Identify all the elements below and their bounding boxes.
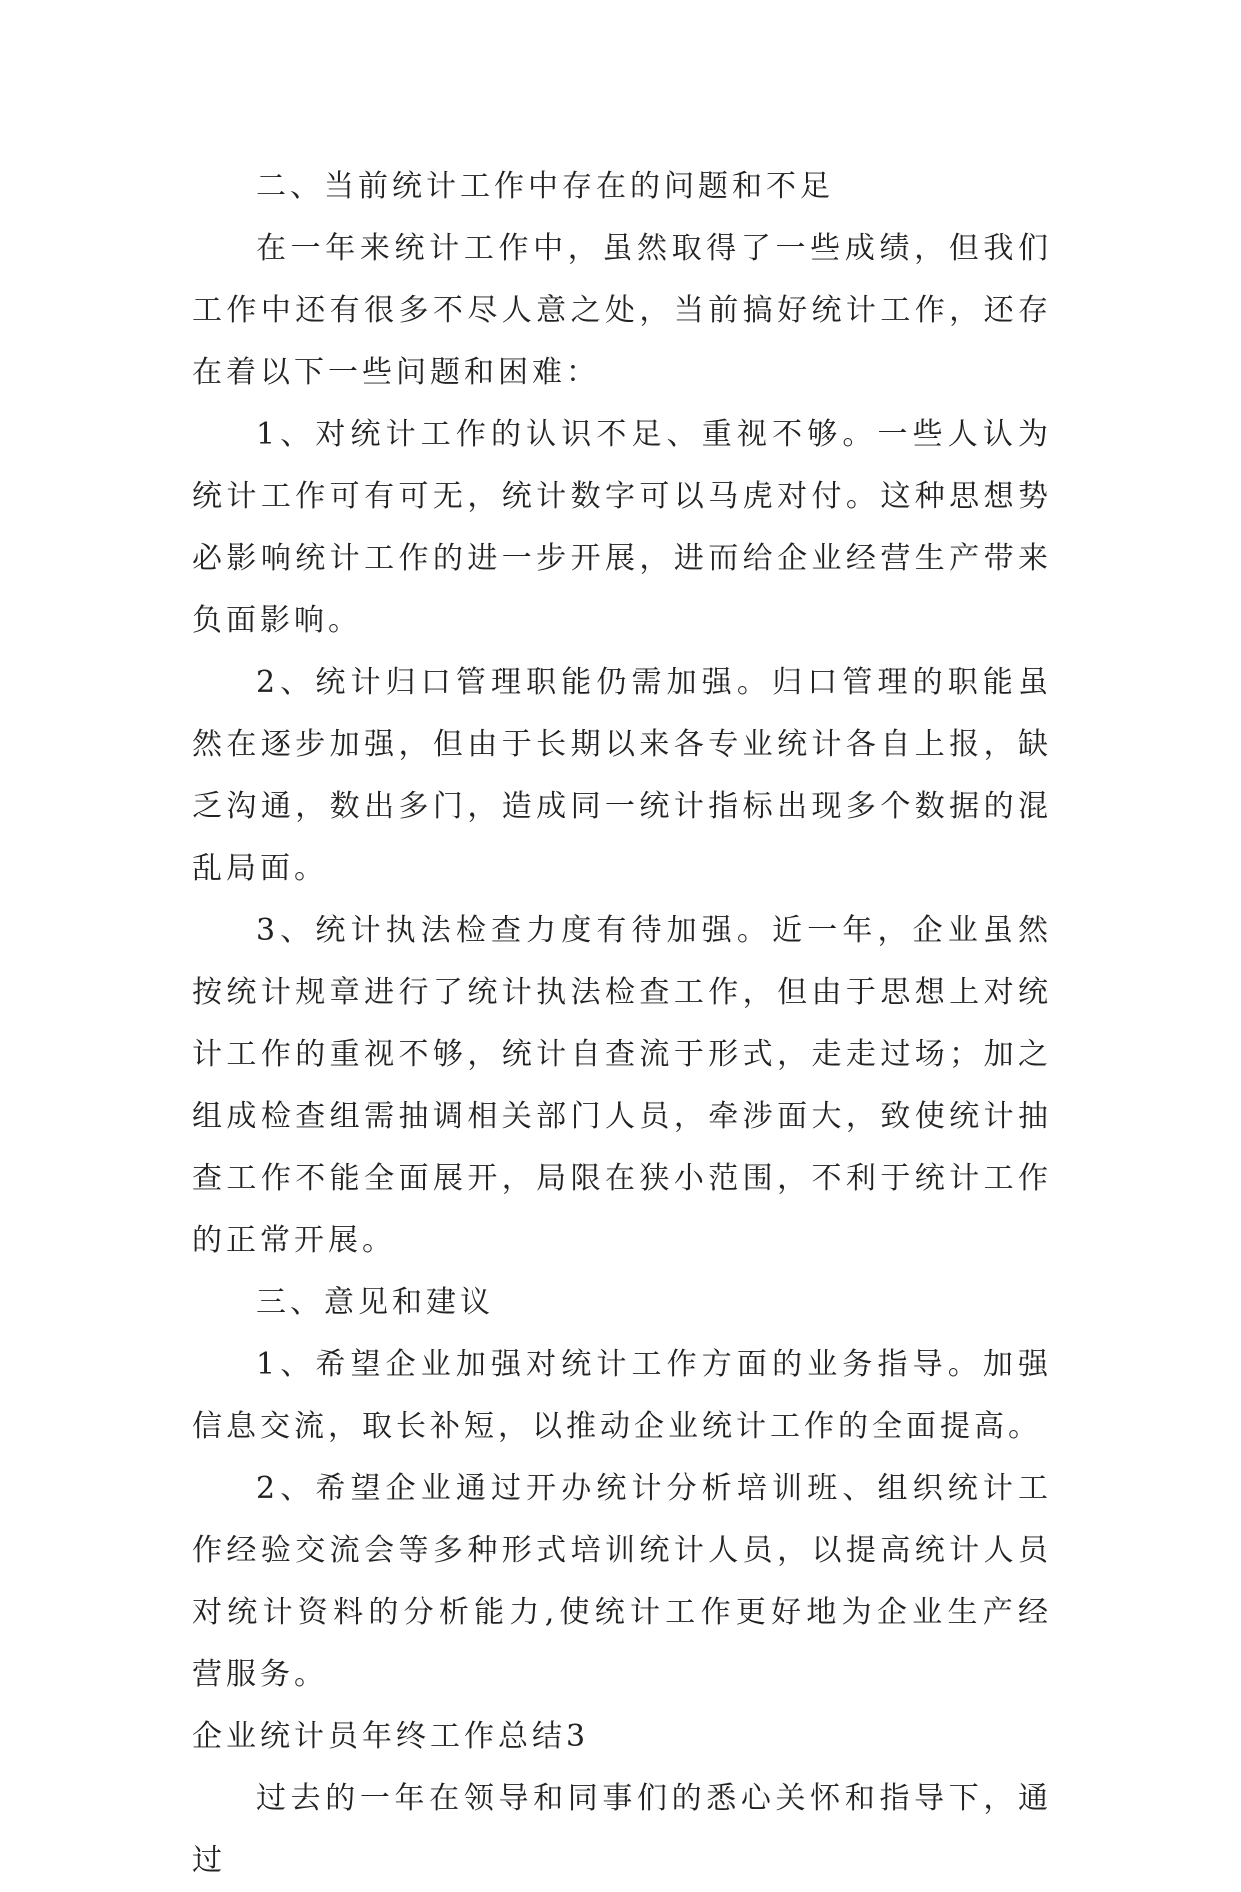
document-title-3: 企业统计员年终工作总结3: [192, 1719, 590, 1754]
paragraph-suggestion-2: 2、希望企业通过开办统计分析培训班、组织统计工作经验交流会等多种形式培训统计人员，以提高统计人员对统计资料的分析能力,使统计工作更好地为企业生产经营服务。: [192, 1471, 1052, 1692]
document-body: [192, 156, 1052, 1892]
section-heading-problems: 二、当前统计工作中存在的问题和不足: [256, 169, 834, 204]
paragraph-suggestion-1: 1、希望企业加强对统计工作方面的业务指导。加强信息交流，取长补短，以推动企业统计工作的全面提高。: [192, 1347, 1052, 1444]
paragraph-intro: 在一年来统计工作中，虽然取得了一些成绩，但我们工作中还有很多不尽人意之处，当前搞好统计工作，还存在着以下一些问题和困难：: [192, 231, 1052, 390]
paragraph-problem-1: 1、对统计工作的认识不足、重视不够。一些人认为统计工作可有可无，统计数字可以马虎对付。这种思想势必影响统计工作的进一步开展，进而给企业经营生产带来负面影响。: [192, 417, 1052, 638]
paragraph-summary-start: 过去的一年在领导和同事们的悉心关怀和指导下，通过: [192, 1781, 1052, 1878]
paragraph-problem-3: 3、统计执法检查力度有待加强。近一年，企业虽然按统计规章进行了统计执法检查工作，但由于思想上对统计工作的重视不够，统计自查流于形式，走走过场；加之组成检查组需抽调相关部门人员，牵涉面大，致使统计抽查工作不能全面展开，局限在狭小范围，不利于统计工作的正常开展。: [192, 913, 1052, 1258]
section-heading-suggestions: 三、意见和建议: [256, 1285, 494, 1320]
paragraph-problem-2: 2、统计归口管理职能仍需加强。归口管理的职能虽然在逐步加强，但由于长期以来各专业统计各自上报，缺乏沟通，数出多门，造成同一统计指标出现多个数据的混乱局面。: [192, 665, 1052, 886]
